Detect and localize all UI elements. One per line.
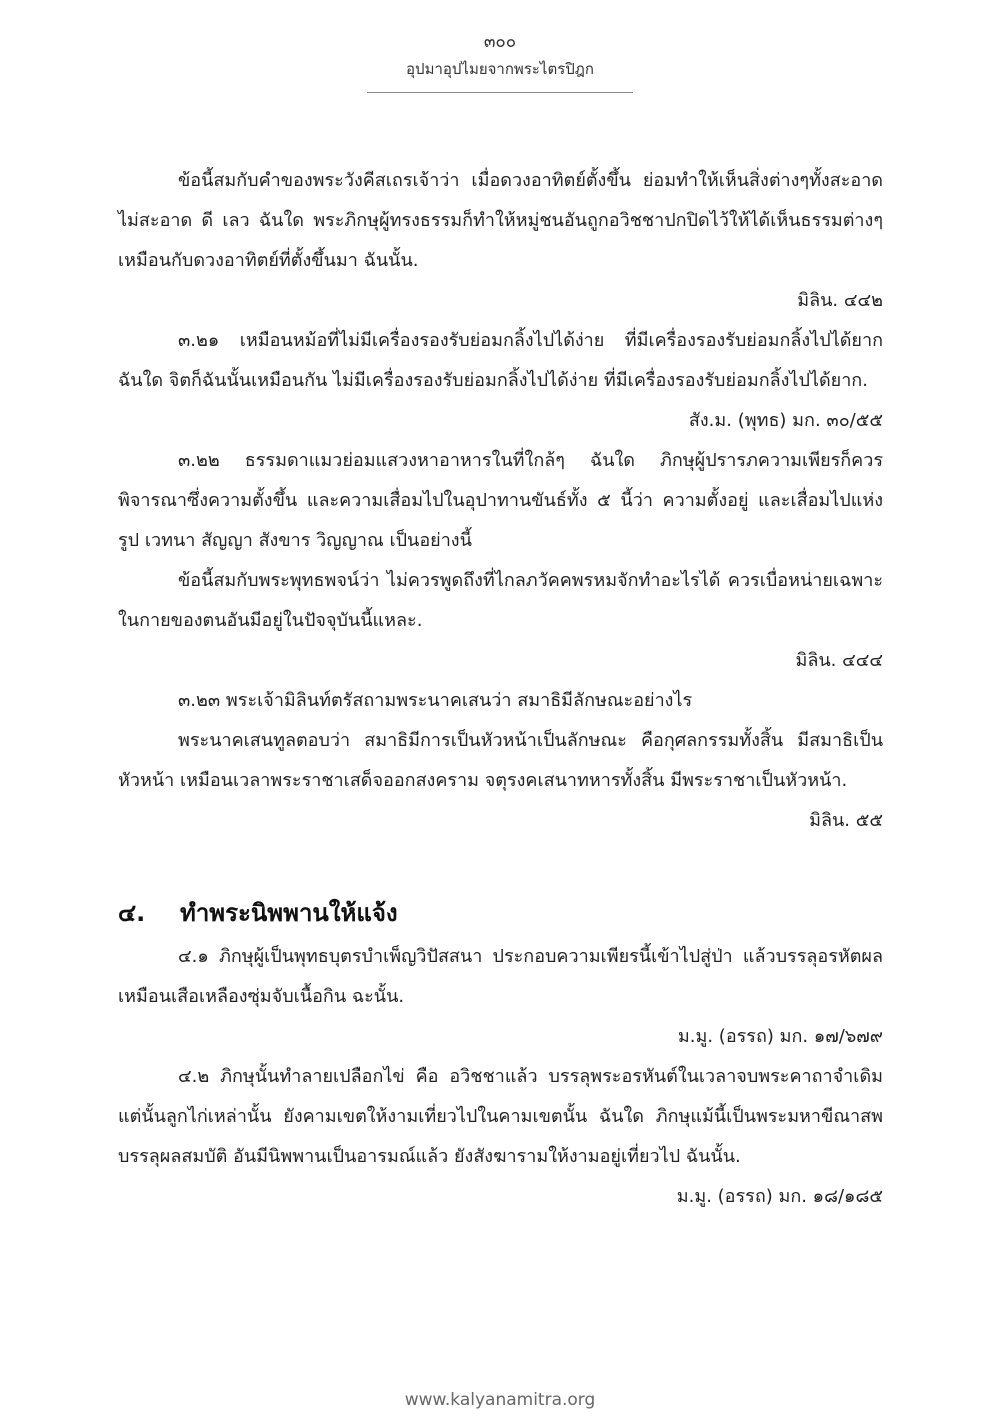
reference-milinda-442: มิลิน. ๔๔๒ xyxy=(797,290,883,311)
reference-majjhima-17-679: ม.มู. (อรรถ) มก. ๑๗/๖๗๙ xyxy=(677,1026,883,1047)
section-4-heading xyxy=(118,889,883,937)
book-title: อุปมาอุปไมยจากพระไตรปิฎก xyxy=(406,60,594,78)
page-number: ๓๐๐ xyxy=(483,32,517,52)
paragraph-4-2: ๔.๒ ภิกษุนั้นทำลายเปลือกไข่ คือ อวิชชาแล้ว บรรลุพระอรหันต์ในเวลาจบพระคาถาจำเดิมแต่นั้นลูกไก่เหล่านั้น ยังคามเขตให้งามเที่ยวไปในคามเขตนั้น ฉันใด ภิกษุแม้นี้เป็นพระมหาขีณาสพบรรลุผลสมบัติ อันมีนิพพานเป็นอารมณ์แล้ว ยังสังฆารามให้งามอยู่เที่ยวไป ฉันนั้น. xyxy=(118,1066,883,1167)
reference-milinda-55: มิลิน. ๕๕ xyxy=(809,810,883,831)
reference-majjhima-18-185: ม.มู. (อรรถ) มก. ๑๘/๑๘๕ xyxy=(676,1186,883,1207)
section-4-number: ๔. xyxy=(118,899,146,927)
paragraph-sun-simile: ข้อนี้สมกับคำของพระวังคีสเถรเจ้าว่า เมื่อดวงอาทิตย์ตั้งขึ้น ย่อมทำให้เห็นสิ่งต่างๆทั้งสะอาด ไม่สะอาด ดี เลว ฉันใด พระภิกษุผู้ทรงธรรมก็ทำให้หมู่ชนอันถูกอวิชชาปกปิดไว้ให้ได้เห็นธรรมต่างๆ เหมือนกับดวงอาทิตย์ที่ตั้งขึ้นมา ฉันนั้น. xyxy=(118,170,883,271)
header-divider xyxy=(367,92,633,93)
paragraph-3-23: ๓.๒๓ พระเจ้ามิลินท์ตรัสถามพระนาคเสนว่า สมาธิมีลักษณะอย่างไร xyxy=(178,690,693,711)
paragraph-3-22: ๓.๒๒ ธรรมดาแมวย่อมแสวงหาอาหารในที่ใกล้ๆ ฉันใด ภิกษุผู้ปรารภความเพียรก็ควรพิจารณาซึ่งความตั้งขึ้น และความเสื่อมไปในอุปาทานขันธ์ทั้ง ๕ นี้ว่า ความตั้งอยู่ และเสื่อมไปแห่งรูป เวทนา สัญญา สังขาร วิญญาณ เป็นอย่างนี้ xyxy=(118,450,883,551)
section-4-title: ทำพระนิพพานให้แจ้ง xyxy=(180,899,398,927)
reference-milinda-444: มิลิน. ๔๔๔ xyxy=(795,650,883,671)
paragraph-nagasena-answer: พระนาคเสนทูลตอบว่า สมาธิมีการเป็นหัวหน้าเป็นลักษณะ คือกุศลกรรมทั้งสิ้น มีสมาธิเป็นหัวหน้า เหมือนเวลาพระราชาเสด็จออกสงคราม จตุรงคเสนาทหารทั้งสิ้น มีพระราชาเป็นหัวหน้า. xyxy=(118,730,883,791)
footer-url: www.kalyanamitra.org xyxy=(404,1390,596,1410)
reference-samyutta-30-55: สัง.ม. (พุทธ) มก. ๓๐/๕๕ xyxy=(688,410,883,431)
paragraph-4-1: ๔.๑ ภิกษุผู้เป็นพุทธบุตรบำเพ็ญวิปัสสนา ประกอบความเพียรนี้เข้าไปสู่ป่า แล้วบรรลุอรหัตผล เหมือนเสือเหลืองซุ่มจับเนื้อกิน ฉะนั้น. xyxy=(118,946,883,1007)
page-body xyxy=(118,161,883,1217)
paragraph-buddha-saying: ข้อนี้สมกับพระพุทธพจน์ว่า ไม่ควรพูดถึงที่ไกลภวัคคพรหมจักทำอะไรได้ ควรเบื่อหน่ายเฉพาะในกายของตนอันมีอยู่ในปัจจุบันนี้แหละ. xyxy=(118,570,883,631)
paragraph-3-21: ๓.๒๑ เหมือนหม้อที่ไม่มีเครื่องรองรับย่อมกลิ้งไปได้ง่าย ที่มีเครื่องรองรับย่อมกลิ้งไปได้ยาก ฉันใด จิตก็ฉันนั้นเหมือนกัน ไม่มีเครื่องรองรับย่อมกลิ้งไปได้ง่าย ที่มีเครื่องรองรับย่อมกลิ้งไปได้ยาก. xyxy=(118,330,883,391)
page-header xyxy=(0,30,1000,93)
